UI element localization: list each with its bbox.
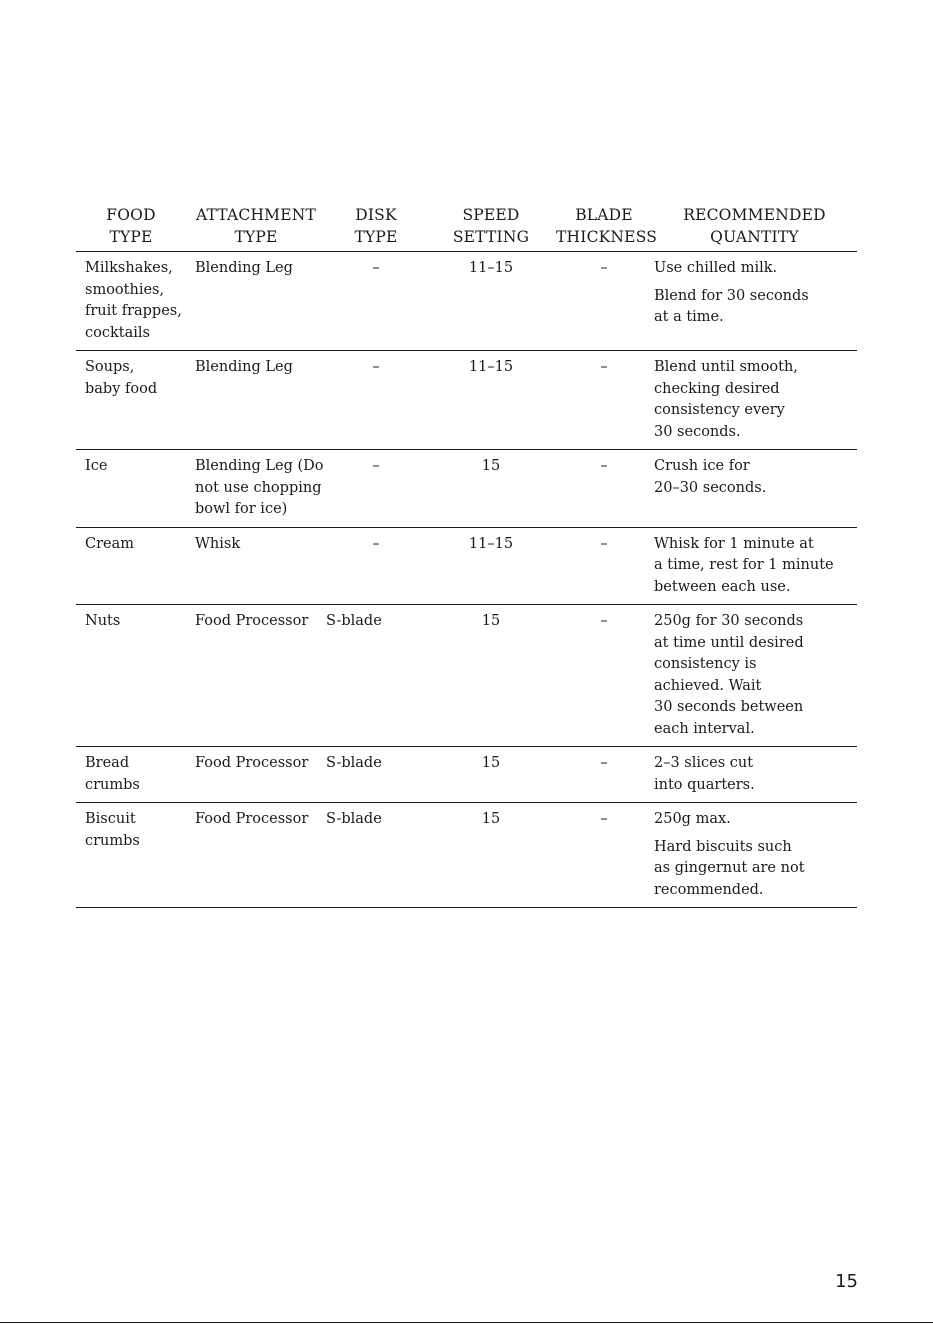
quantity-paragraph (654, 611, 857, 740)
quantity-paragraph (654, 837, 857, 902)
food-type-cell (76, 450, 186, 528)
recommended-quantity-cell (652, 803, 857, 908)
speed-setting-cell: 15 (426, 450, 556, 528)
processing-guide-table (76, 204, 857, 908)
header-label-line: DISK (355, 206, 397, 224)
blade-thickness-cell: – (556, 252, 652, 351)
quantity-line: Whisk for 1 minute at (654, 535, 814, 552)
quantity-line: a time, rest for 1 minute (654, 557, 834, 573)
quantity-line: into quarters. (654, 776, 755, 793)
food-type-cell-line: Milkshakes, (85, 260, 173, 276)
speed-setting-header (426, 204, 556, 252)
quantity-paragraph (654, 753, 857, 796)
blade-thickness-cell: – (556, 803, 652, 908)
table-row (76, 351, 857, 450)
speed-setting-cell: 15 (426, 605, 556, 747)
header-label-line: TYPE (354, 228, 398, 246)
table-row (76, 252, 857, 351)
recommended-quantity-cell (652, 351, 857, 450)
attachment-type-cell-line: Blending Leg (195, 260, 293, 276)
blade-thickness-cell: – (556, 450, 652, 528)
attachment-type-cell (186, 605, 326, 747)
food-type-cell-line: baby food (85, 380, 158, 397)
quantity-paragraph (654, 357, 857, 443)
food-type-cell (76, 252, 186, 351)
food-type-cell-line: crumbs (85, 776, 140, 793)
food-type-cell-line: Cream (85, 535, 135, 552)
food-type-cell-line: Biscuit (85, 811, 136, 827)
page-number: 15 (835, 1271, 858, 1292)
speed-setting-cell: 11–15 (426, 252, 556, 351)
quantity-line: at a time. (654, 309, 724, 325)
food-type-cell (76, 803, 186, 908)
header-label-line: SPEED (462, 206, 520, 224)
attachment-type-cell-line: Whisk (195, 535, 241, 552)
recommended-quantity-cell (652, 605, 857, 747)
recommended-quantity-cell (652, 527, 857, 605)
attachment-type-cell-line: Food Processor (195, 755, 309, 771)
header-label-line: TYPE (109, 228, 153, 246)
disk-type-cell: – (326, 450, 426, 528)
header-label-line: ATTACHMENT (195, 206, 317, 224)
disk-type-cell: S-blade (326, 605, 426, 747)
quantity-line: consistency is (654, 656, 757, 672)
quantity-line: Blend for 30 seconds (654, 287, 809, 304)
food-type-cell (76, 527, 186, 605)
food-type-cell-line: crumbs (85, 832, 140, 849)
disk-type-cell: – (326, 527, 426, 605)
header-label-line: THICKNESS (556, 228, 658, 246)
food-type-cell (76, 747, 186, 803)
quantity-paragraph (654, 534, 857, 599)
quantity-line: at time until desired (654, 634, 804, 651)
header-row (76, 204, 857, 252)
attachment-type-cell-line: Food Processor (195, 613, 309, 629)
food-type-cell (76, 605, 186, 747)
header-label-line: TYPE (234, 228, 278, 246)
blade-thickness-cell: – (556, 605, 652, 747)
recommended-quantity-cell (652, 252, 857, 351)
attachment-type-cell-line: bowl for ice) (195, 501, 288, 517)
table-row (76, 527, 857, 605)
quantity-paragraph (654, 456, 857, 499)
disk-type-cell: – (326, 252, 426, 351)
food-type-cell-line: Ice (85, 458, 108, 474)
food-type-cell-line: Bread (85, 755, 130, 771)
blade-thickness-cell: – (556, 527, 652, 605)
attachment-type-cell (186, 747, 326, 803)
blade-thickness-header (556, 204, 658, 252)
table-body (76, 252, 857, 908)
quantity-line: 2–3 slices cut (654, 755, 754, 771)
food-type-cell-line: fruit frappes, (85, 303, 182, 319)
attachment-type-cell (186, 803, 326, 908)
speed-setting-cell: 15 (426, 803, 556, 908)
quantity-paragraph (654, 258, 857, 280)
disk-type-cell: S-blade (326, 803, 426, 908)
header-label-line: FOOD (106, 206, 156, 224)
recommended-quantity-header (652, 204, 857, 252)
attachment-type-cell (186, 252, 326, 351)
food-type-cell-line: Nuts (85, 613, 121, 629)
quantity-line: consistency every (654, 402, 785, 418)
attachment-type-cell-line: Blending Leg (195, 359, 293, 375)
recommended-quantity-cell (652, 747, 857, 803)
recommended-quantity-cell (652, 450, 857, 528)
food-type-cell-line: cocktails (85, 324, 150, 341)
speed-setting-cell: 15 (426, 747, 556, 803)
table-row (76, 605, 857, 747)
table-row (76, 450, 857, 528)
quantity-line: checking desired (654, 380, 780, 397)
quantity-line: Blend until smooth, (654, 359, 798, 375)
quantity-line: recommended. (654, 881, 764, 898)
attachment-type-cell-line: not use chopping (195, 479, 322, 496)
quantity-paragraph (654, 809, 857, 831)
quantity-line: between each use. (654, 578, 791, 595)
speed-setting-cell: 11–15 (426, 527, 556, 605)
header-label-line: BLADE (575, 206, 633, 224)
blade-thickness-cell: – (556, 747, 652, 803)
quantity-line: 30 seconds. (654, 423, 741, 440)
quantity-line: 30 seconds between (654, 699, 804, 715)
food-type-cell (76, 351, 186, 450)
food-type-cell-line: Soups, (85, 359, 135, 375)
quantity-line: as gingernut are not (654, 860, 805, 876)
attachment-type-cell (186, 527, 326, 605)
quantity-line: 20–30 seconds. (654, 479, 767, 496)
quantity-paragraph (654, 286, 857, 329)
header-label-line: SETTING (452, 228, 530, 246)
attachment-type-cell (186, 450, 326, 528)
food-type-cell-line: smoothies, (85, 281, 165, 298)
blade-thickness-cell: – (556, 351, 652, 450)
disk-type-cell: – (326, 351, 426, 450)
header-label-line: QUANTITY (710, 228, 799, 246)
attachment-type-cell-line: Blending Leg (Do (195, 458, 324, 474)
food-type-header (76, 204, 186, 252)
table-header (76, 204, 857, 252)
bottom-rule (0, 1322, 933, 1323)
quantity-line: each interval. (654, 720, 755, 737)
header-label-line: RECOMMENDED (683, 206, 826, 224)
attachment-type-cell (186, 351, 326, 450)
quantity-line: Hard biscuits such (654, 838, 792, 855)
table-row (76, 803, 857, 908)
quantity-line: 250g for 30 seconds (654, 613, 804, 629)
quantity-line: Crush ice for (654, 458, 750, 474)
attachment-type-header (186, 204, 326, 252)
attachment-type-cell-line: Food Processor (195, 811, 309, 827)
quantity-line: 250g max. (654, 811, 731, 827)
table-row (76, 747, 857, 803)
disk-type-header (326, 204, 426, 252)
speed-setting-cell: 11–15 (426, 351, 556, 450)
quantity-line: Use chilled milk. (654, 260, 778, 276)
disk-type-cell: S-blade (326, 747, 426, 803)
quantity-line: achieved. Wait (654, 677, 762, 694)
